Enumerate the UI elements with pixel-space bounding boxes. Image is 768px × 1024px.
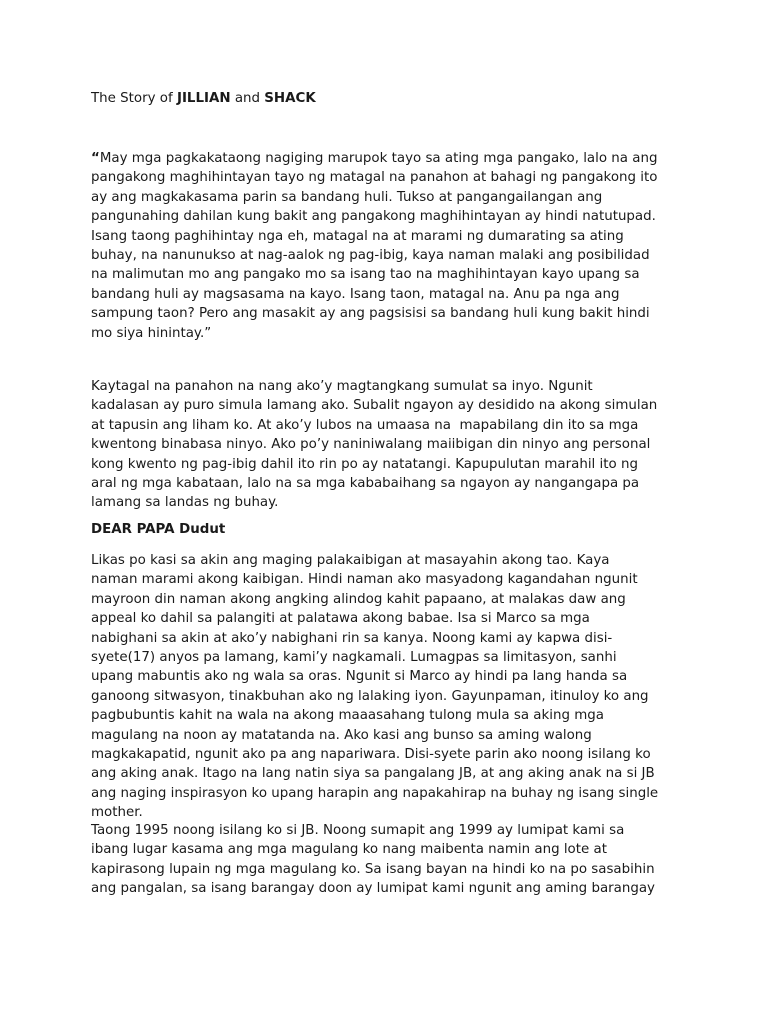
title-prefix: The Story of [91,91,177,106]
story-paragraph-2: Taong 1995 noong isilang ko si JB. Noong sumapit ang 1999 ay lumipat kami sa ibang lugar kasama ang mga magulang ko nang maibenta namin ang lote at kapirasong lupain ng mga magulang ko. Sa isang bayan na hindi ko na po sasabihin ang pangalan, sa isang barangay doon ay lumipat kami ngunit ang aming barangay [91,823,655,897]
document-title [91,89,316,108]
quote-text: May mga pagkakataong nagiging marupok tayo sa ating mga pangako, lalo na ang pangakong maghihintayan tayo ng matagal na panahon at bahagi ng pangakong ito ay ang magkakasama parin sa bandang huli. Tukso at pangangailangan ang pangunahing dahilan kung bakit ang pangakong maghihintayan ay hindi natutupad. Isang taong paghihintay nga eh, matagal na at marami ng dumarating sa ating buhay, na nanunukso at nag-aalok ng pag-ibig, kaya naman malaki ang posibilidad na malimutan mo ang pangako mo sa isang tao na maghihintayan kayo upang sa bandang huli ay magsasama na kayo. Isang taon, matagal na. Anu pa nga ang sampung taon? Pero ang masakit ay ang pagsisisi sa bandang huli kung bakit hindi mo siya hinintay.” [91,151,658,341]
title-name-shack: SHACK [264,91,316,106]
title-conjunction: and [230,91,265,106]
opening-quote [91,149,657,343]
story-paragraph-1: Likas po kasi sa akin ang maging palakaibigan at masayahin akong tao. Kaya naman marami akong kaibigan. Hindi naman ako masyadong kagandahan ngunit mayroon din naman akong angking alindog kahit papaano, at malakas daw ang appeal ko dahil sa palangiti at palatawa akong babae. Isa si Marco sa mga nabighani sa akin at ako’y nabighani rin sa kanya. Noong kami ay kapwa disi- syete(17) anyos pa lamang, kami’y nagkamali. Lumagpas sa limitasyon, sanhi upang mabuntis ako ng wala sa oras. Ngunit si Marco ay hindi pa lang handa sa ganoong sitwasyon, tinakbuhan ako ng lalaking iyon. Gayunpaman, itinuloy ko ang pagbubuntis kahit na wala na akong maaasahang tulong mula sa aking mga magulang na noon ay matatanda na. Ako kasi ang bunso sa aming walong magkakapatid, ngunit ako pa ang napariwara. Disi-syete parin ako noong isilang ko ang aking anak. Itago na lang natin siya sa pangalang JB, at ang aking anak na si JB ang naging inspirasyon ko upang harapin ang napakahirap na buhay ng isang single mother. [91,553,659,821]
intro-paragraph: Kaytagal na panahon na nang ako’y magtangkang sumulat sa inyo. Ngunit kadalasan ay puro simula lamang ako. Subalit ngayon ay desidido na akong simulan at tapusin ang liham ko. At ako’y lubos na umaasa na mapabilang din ito sa mga kwentong binabasa ninyo. Ako po’y naniniwalang maiibigan din ninyo ang personal kong kwento ng pag-ibig dahil ito rin po ay natatangi. Kapupulutan marahil ito ng aral ng mga kabataan, lalo na sa mga kababaihang sa ngayon ay nangangapa pa lamang sa landas ng buhay. [91,379,658,511]
section-heading: DEAR PAPA Dudut [91,522,226,537]
title-name-jillian: JILLIAN [176,91,231,106]
quote-open-mark: “ [91,151,100,166]
